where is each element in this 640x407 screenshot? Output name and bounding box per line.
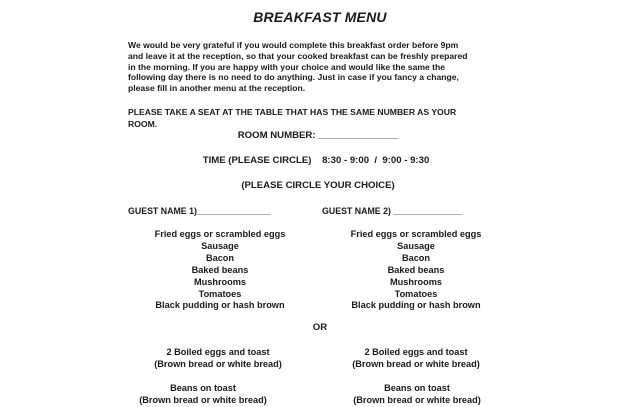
intro-line: please fill in another menu at the reception. (128, 83, 306, 94)
guest-2-cooked-options (316, 229, 516, 312)
menu-item-boiled-eggs: 2 Boiled eggs and toast (166, 347, 270, 357)
menu-item-bread-choice-cut: (Brown bread or white bread) (353, 394, 481, 405)
menu-item-bacon: Bacon (401, 252, 431, 263)
guest-1-cooked-options (120, 229, 320, 312)
menu-item-baked-beans: Baked beans (191, 264, 249, 275)
time-selection: TIME (PLEASE CIRCLE) 8:30 - 9:00 / 9:00 - 9:30 (202, 155, 430, 166)
seat-notice (128, 106, 498, 130)
room-number-field: ROOM NUMBER: _______________ (237, 130, 399, 141)
intro-line: and leave it at the reception, so that your cooked breakfast can be freshly prepared (128, 50, 468, 61)
seat-notice-line: ROOM. (128, 119, 158, 129)
menu-item-tomatoes: Tomatoes (394, 288, 438, 299)
or-divider: OR (312, 322, 328, 333)
menu-item-baked-beans: Baked beans (387, 264, 445, 275)
guest-1-beans-option (103, 383, 303, 407)
intro-line: in the morning. If you are happy with your choice and would like the same the (128, 61, 446, 72)
menu-item-black-pudding: Black pudding or hash brown (155, 300, 285, 311)
menu-item-boiled-eggs: 2 Boiled eggs and toast (364, 347, 468, 357)
menu-item-mushrooms: Mushrooms (193, 276, 247, 287)
menu-title: BREAKFAST MENU (253, 9, 387, 25)
menu-item-mushrooms: Mushrooms (389, 276, 443, 287)
seat-notice-line: PLEASE TAKE A SEAT AT THE TABLE THAT HAS THE SAME NUMBER AS YOUR (128, 107, 457, 117)
menu-item-eggs: Fried eggs or scrambled eggs (154, 229, 286, 239)
menu-item-bacon: Bacon (205, 252, 235, 263)
menu-item-bread-choice: (Brown bread or white bread) (154, 358, 282, 369)
guest-2-name-field: GUEST NAME 2) ______________ (322, 206, 462, 216)
menu-item-beans-on-toast: Beans on toast (170, 383, 236, 393)
intro-line: following day there is no need to do anything. Just in case if you fancy a change, (128, 72, 459, 83)
menu-item-eggs: Fried eggs or scrambled eggs (350, 229, 482, 239)
menu-item-sausage: Sausage (397, 240, 435, 251)
intro-line: We would be very grateful if you would complete this breakfast order before 9pm (128, 40, 459, 50)
guest-2-boiled-option (316, 347, 516, 371)
guest-1-boiled-option (118, 347, 318, 371)
guest-2-beans-option (317, 383, 517, 407)
menu-item-tomatoes: Tomatoes (198, 288, 242, 299)
menu-item-black-pudding: Black pudding or hash brown (351, 300, 481, 311)
menu-item-sausage: Sausage (201, 240, 239, 251)
menu-item-bread-choice-cut: (Brown bread or white bread) (139, 394, 267, 405)
choice-instruction: (PLEASE CIRCLE YOUR CHOICE) (241, 180, 395, 191)
intro-paragraph (128, 40, 498, 94)
menu-item-bread-choice: (Brown bread or white bread) (352, 358, 480, 369)
guest-1-name-field: GUEST NAME 1)_______________ (128, 206, 271, 216)
menu-item-beans-on-toast: Beans on toast (384, 383, 450, 393)
